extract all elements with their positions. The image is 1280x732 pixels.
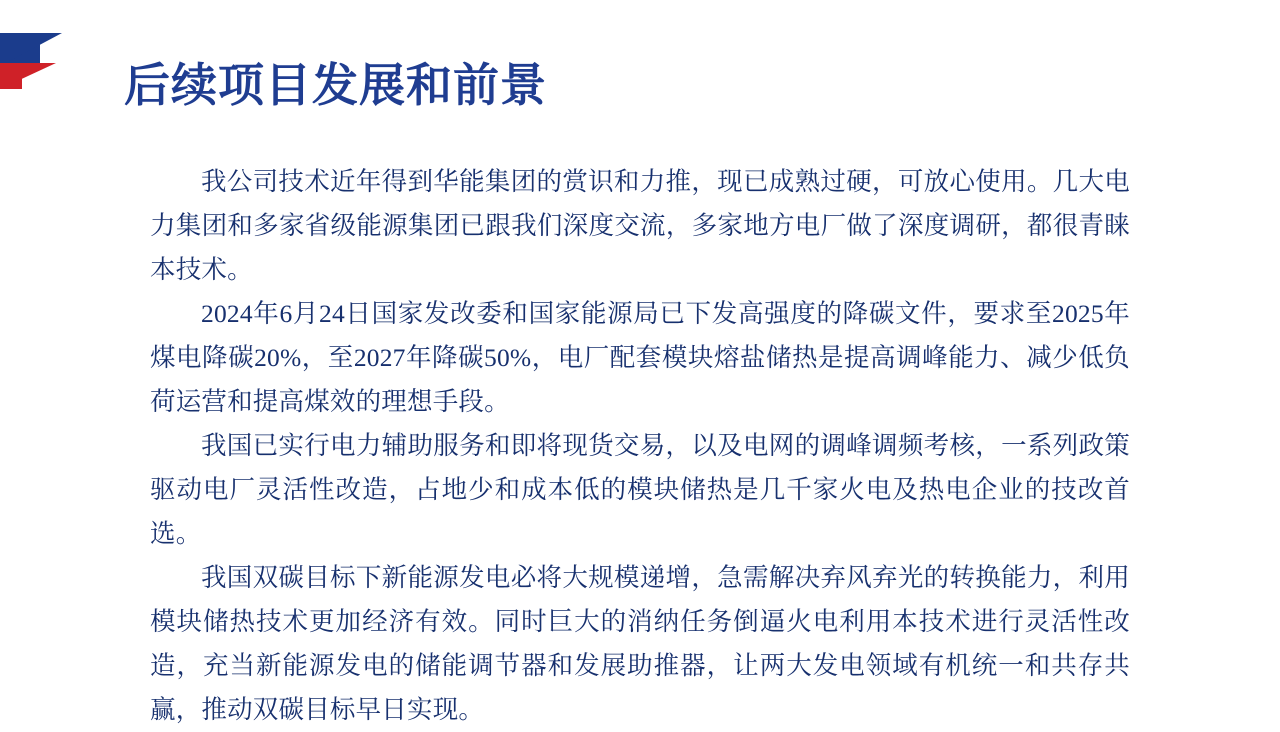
corner-mark-red-triangle bbox=[0, 63, 56, 89]
corner-mark-blue-triangle bbox=[0, 33, 62, 66]
body-paragraph: 我公司技术近年得到华能集团的赏识和力推，现已成熟过硬，可放心使用。几大电力集团和多家省级能源集团已跟我们深度交流，多家地方电厂做了深度调研，都很青睐本技术。 bbox=[150, 167, 1130, 284]
slide-body bbox=[150, 160, 1130, 732]
flag-corner-mark-icon bbox=[0, 33, 78, 93]
body-paragraph: 2024年6月24日国家发改委和国家能源局已下发高强度的降碳文件，要求至2025年煤电降碳20%，至2027年降碳50%，电厂配套模块熔盐储热是提高调峰能力、减少低负荷运营和提高煤效的理想手段。 bbox=[150, 299, 1130, 416]
body-paragraph: 我国双碳目标下新能源发电必将大规模递增，急需解决弃风弃光的转换能力，利用模块储热技术更加经济有效。同时巨大的消纳任务倒逼火电利用本技术进行灵活性改造，充当新能源发电的储能调节器和发展助推器，让两大发电领域有机统一和共存共赢，推动双碳目标早日实现。 bbox=[150, 563, 1130, 724]
page-title: 后续项目发展和前景 bbox=[124, 59, 547, 111]
body-paragraph: 我国已实行电力辅助服务和即将现货交易，以及电网的调峰调频考核，一系列政策驱动电厂灵活性改造，占地少和成本低的模块储热是几千家火电及热电企业的技改首选。 bbox=[150, 431, 1130, 548]
